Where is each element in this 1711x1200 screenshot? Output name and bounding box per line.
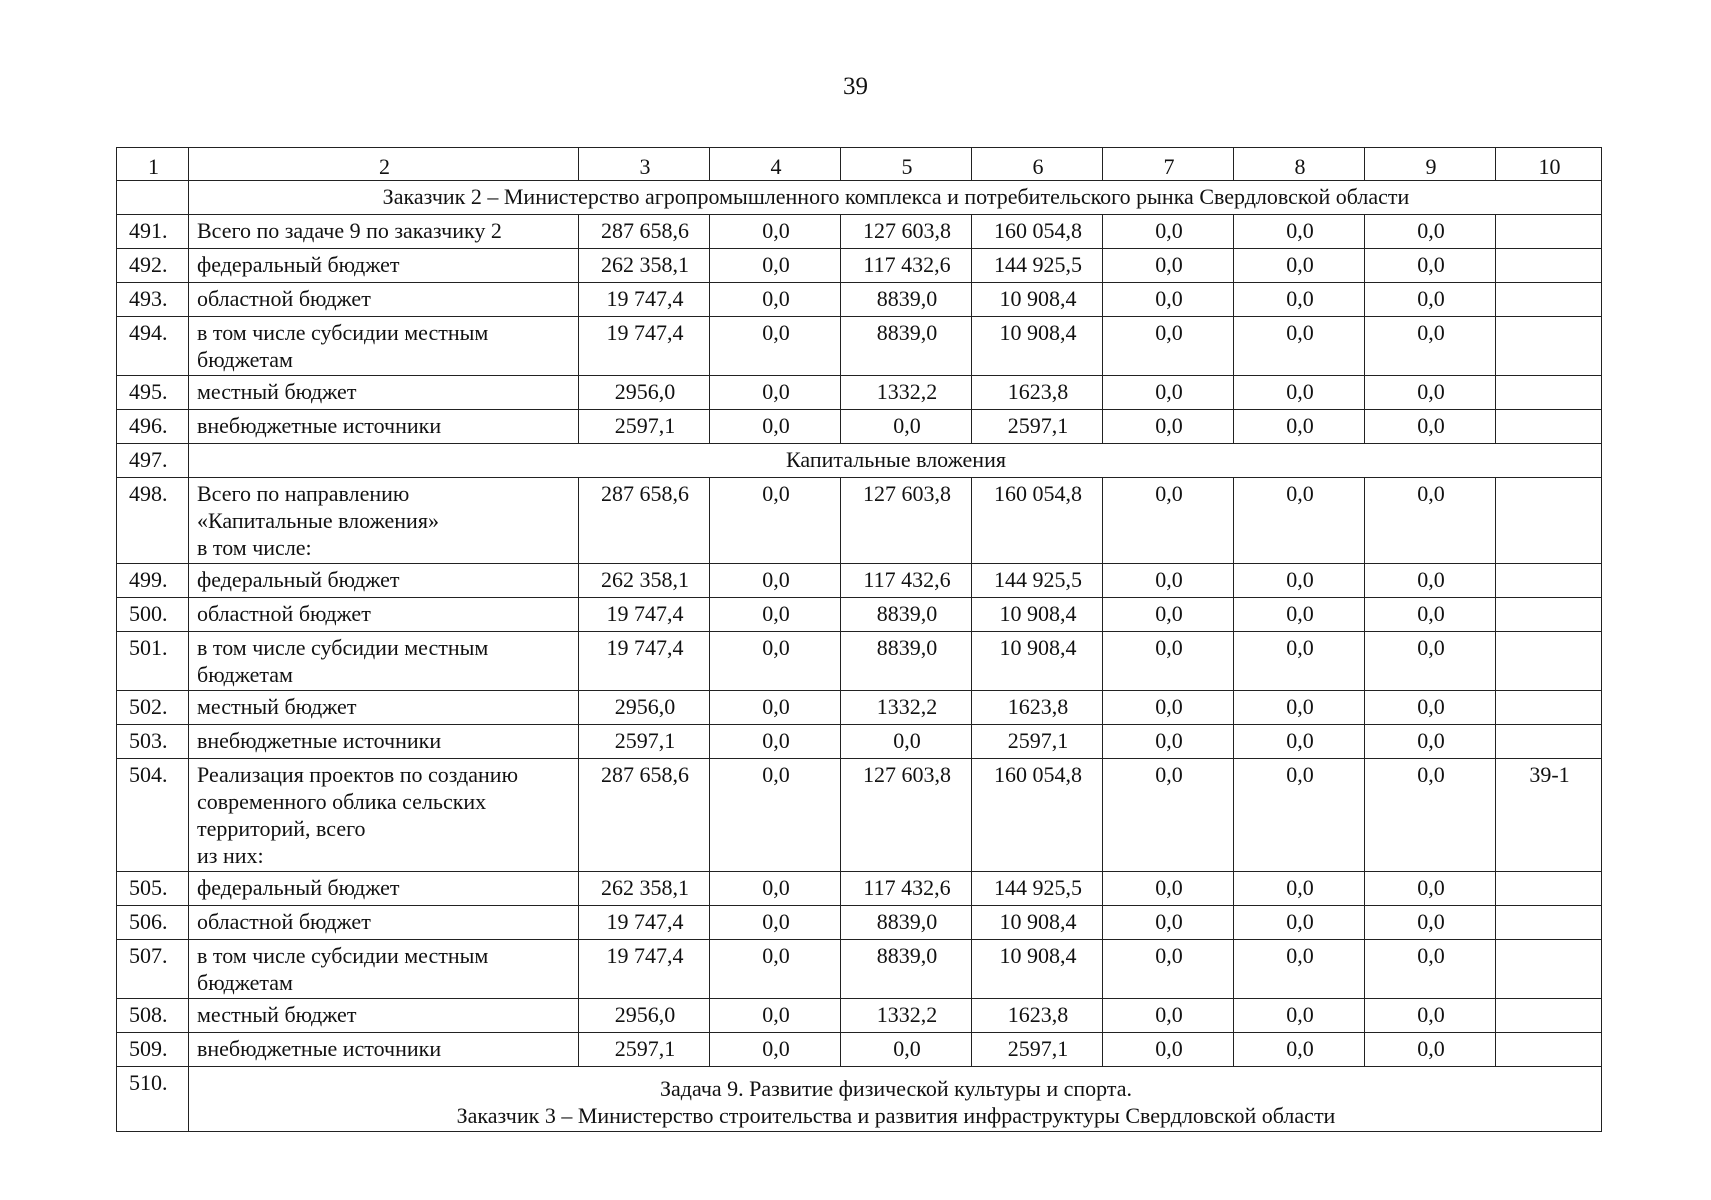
- row-name: внебюджетные источники: [189, 410, 579, 444]
- value-cell-c6: 144 925,5: [972, 249, 1103, 283]
- table-row: [117, 940, 1602, 999]
- row-name-line: современного облика сельских: [197, 789, 487, 814]
- value-cell-c4: 0,0: [710, 410, 841, 444]
- value-cell-c8: 0,0: [1234, 478, 1365, 564]
- value-cell-c4: 0,0: [710, 632, 841, 691]
- section-row-customer: [117, 181, 1602, 215]
- value-cell-c3: 19 747,4: [579, 906, 710, 940]
- row-name-line: в том числе:: [197, 535, 312, 560]
- value-cell-c7: 0,0: [1103, 410, 1234, 444]
- value-cell-c5: 127 603,8: [841, 215, 972, 249]
- row-name: в том числе субсидии местным бюджетам: [189, 317, 579, 376]
- row-name: [189, 478, 579, 564]
- header-cell: 5: [841, 148, 972, 181]
- value-cell-c7: 0,0: [1103, 283, 1234, 317]
- row-number: 501.: [117, 632, 189, 691]
- table-row: [117, 376, 1602, 410]
- value-cell-c9: 0,0: [1365, 215, 1496, 249]
- task-title-line2: Заказчик 3 – Министерство строительства и развития инфраструктуры Свердловской области: [456, 1103, 1336, 1128]
- row-number: 505.: [117, 872, 189, 906]
- row-name-line: Реализация проектов по созданию: [197, 762, 518, 787]
- value-cell-c3: 287 658,6: [579, 478, 710, 564]
- row-name: федеральный бюджет: [189, 564, 579, 598]
- value-cell-c5: 1332,2: [841, 691, 972, 725]
- value-cell-c4: 0,0: [710, 478, 841, 564]
- value-cell-c7: 0,0: [1103, 564, 1234, 598]
- value-cell-c5: 117 432,6: [841, 872, 972, 906]
- row-name-line: «Капитальные вложения»: [197, 508, 439, 533]
- table-row: [117, 478, 1602, 564]
- value-cell-c3: 19 747,4: [579, 632, 710, 691]
- value-cell-c3: 19 747,4: [579, 283, 710, 317]
- value-cell-c5: 127 603,8: [841, 759, 972, 872]
- value-cell-c4: 0,0: [710, 872, 841, 906]
- value-cell-c3: 262 358,1: [579, 872, 710, 906]
- row-name-line: из них:: [197, 843, 264, 868]
- value-cell-c10: [1496, 215, 1602, 249]
- row-number: 503.: [117, 725, 189, 759]
- row-number: 498.: [117, 478, 189, 564]
- value-cell-c7: 0,0: [1103, 215, 1234, 249]
- value-cell-c9: 0,0: [1365, 598, 1496, 632]
- value-cell-c8: 0,0: [1234, 215, 1365, 249]
- value-cell-c4: 0,0: [710, 759, 841, 872]
- value-cell-c3: 2597,1: [579, 1033, 710, 1067]
- value-cell-c6: 1623,8: [972, 376, 1103, 410]
- value-cell-c10: [1496, 478, 1602, 564]
- value-cell-c4: 0,0: [710, 376, 841, 410]
- value-cell-c3: 19 747,4: [579, 940, 710, 999]
- value-cell-c3: 262 358,1: [579, 249, 710, 283]
- value-cell-c7: 0,0: [1103, 317, 1234, 376]
- value-cell-c7: 0,0: [1103, 725, 1234, 759]
- value-cell-c7: 0,0: [1103, 249, 1234, 283]
- value-cell-c5: 0,0: [841, 410, 972, 444]
- header-cell: 9: [1365, 148, 1496, 181]
- value-cell-c4: 0,0: [710, 691, 841, 725]
- header-cell: 1: [117, 148, 189, 181]
- value-cell-c9: 0,0: [1365, 999, 1496, 1033]
- value-cell-c6: 2597,1: [972, 1033, 1103, 1067]
- value-cell-c7: 0,0: [1103, 478, 1234, 564]
- value-cell-c4: 0,0: [710, 999, 841, 1033]
- table-row: [117, 725, 1602, 759]
- value-cell-c8: 0,0: [1234, 410, 1365, 444]
- value-cell-c3: 287 658,6: [579, 759, 710, 872]
- table-row: [117, 598, 1602, 632]
- value-cell-c5: 8839,0: [841, 283, 972, 317]
- value-cell-c8: 0,0: [1234, 564, 1365, 598]
- value-cell-c9: 0,0: [1365, 940, 1496, 999]
- header-cell: 6: [972, 148, 1103, 181]
- row-name: [189, 759, 579, 872]
- value-cell-c9: 0,0: [1365, 564, 1496, 598]
- value-cell-c6: 10 908,4: [972, 940, 1103, 999]
- value-cell-c3: 19 747,4: [579, 598, 710, 632]
- value-cell-c5: 1332,2: [841, 376, 972, 410]
- row-name: внебюджетные источники: [189, 725, 579, 759]
- value-cell-c5: 8839,0: [841, 940, 972, 999]
- row-number: 509.: [117, 1033, 189, 1067]
- value-cell-c6: 10 908,4: [972, 632, 1103, 691]
- value-cell-c5: 117 432,6: [841, 564, 972, 598]
- value-cell-c9: 0,0: [1365, 725, 1496, 759]
- row-number: 508.: [117, 999, 189, 1033]
- value-cell-c3: 2597,1: [579, 725, 710, 759]
- row-number: 506.: [117, 906, 189, 940]
- value-cell-c9: 0,0: [1365, 249, 1496, 283]
- table-row: [117, 999, 1602, 1033]
- row-name: местный бюджет: [189, 999, 579, 1033]
- rows-group-a: [117, 215, 1602, 444]
- value-cell-c4: 0,0: [710, 940, 841, 999]
- rows-group-b: [117, 478, 1602, 1067]
- value-cell-c6: 160 054,8: [972, 215, 1103, 249]
- row-number: 499.: [117, 564, 189, 598]
- value-cell-c7: 0,0: [1103, 759, 1234, 872]
- value-cell-c8: 0,0: [1234, 598, 1365, 632]
- table-row: [117, 317, 1602, 376]
- section-title-task: [189, 1067, 1602, 1132]
- value-cell-c10: [1496, 564, 1602, 598]
- value-cell-c3: 2597,1: [579, 410, 710, 444]
- value-cell-c10: [1496, 725, 1602, 759]
- value-cell-c8: 0,0: [1234, 632, 1365, 691]
- value-cell-c7: 0,0: [1103, 376, 1234, 410]
- table-row: [117, 691, 1602, 725]
- value-cell-c9: 0,0: [1365, 478, 1496, 564]
- value-cell-c10: [1496, 249, 1602, 283]
- header-cell: 2: [189, 148, 579, 181]
- value-cell-c7: 0,0: [1103, 906, 1234, 940]
- value-cell-c9: 0,0: [1365, 872, 1496, 906]
- row-number: 493.: [117, 283, 189, 317]
- value-cell-c5: 1332,2: [841, 999, 972, 1033]
- value-cell-c3: 2956,0: [579, 376, 710, 410]
- value-cell-c7: 0,0: [1103, 632, 1234, 691]
- value-cell-c3: 2956,0: [579, 691, 710, 725]
- value-cell-c8: 0,0: [1234, 691, 1365, 725]
- value-cell-c10: [1496, 940, 1602, 999]
- table-row: [117, 249, 1602, 283]
- value-cell-c10: [1496, 1033, 1602, 1067]
- value-cell-c7: 0,0: [1103, 940, 1234, 999]
- row-number: 495.: [117, 376, 189, 410]
- value-cell-c9: 0,0: [1365, 759, 1496, 872]
- value-cell-c5: 0,0: [841, 725, 972, 759]
- value-cell-c10: [1496, 376, 1602, 410]
- value-cell-c8: 0,0: [1234, 249, 1365, 283]
- value-cell-c9: 0,0: [1365, 632, 1496, 691]
- value-cell-c4: 0,0: [710, 283, 841, 317]
- value-cell-c3: 19 747,4: [579, 317, 710, 376]
- value-cell-c6: 160 054,8: [972, 759, 1103, 872]
- row-number: 491.: [117, 215, 189, 249]
- value-cell-c3: 2956,0: [579, 999, 710, 1033]
- header-row: [117, 148, 1602, 181]
- value-cell-c4: 0,0: [710, 598, 841, 632]
- table-row: [117, 215, 1602, 249]
- value-cell-c6: 10 908,4: [972, 283, 1103, 317]
- value-cell-c4: 0,0: [710, 249, 841, 283]
- table-row: [117, 564, 1602, 598]
- row-number: 492.: [117, 249, 189, 283]
- value-cell-c6: 10 908,4: [972, 598, 1103, 632]
- row-number: 502.: [117, 691, 189, 725]
- value-cell-c6: 10 908,4: [972, 317, 1103, 376]
- value-cell-c5: 0,0: [841, 1033, 972, 1067]
- value-cell-c10: [1496, 906, 1602, 940]
- row-number: 496.: [117, 410, 189, 444]
- value-cell-c5: 8839,0: [841, 317, 972, 376]
- table-row: [117, 872, 1602, 906]
- value-cell-c8: 0,0: [1234, 1033, 1365, 1067]
- value-cell-c8: 0,0: [1234, 283, 1365, 317]
- value-cell-c7: 0,0: [1103, 999, 1234, 1033]
- row-number: 504.: [117, 759, 189, 872]
- value-cell-c7: 0,0: [1103, 1033, 1234, 1067]
- value-cell-c8: 0,0: [1234, 376, 1365, 410]
- row-name: внебюджетные источники: [189, 1033, 579, 1067]
- value-cell-c5: 8839,0: [841, 906, 972, 940]
- value-cell-c4: 0,0: [710, 317, 841, 376]
- value-cell-c8: 0,0: [1234, 940, 1365, 999]
- value-cell-c8: 0,0: [1234, 872, 1365, 906]
- value-cell-c5: 117 432,6: [841, 249, 972, 283]
- budget-table: [116, 147, 1602, 1132]
- row-number: 510.: [117, 1067, 189, 1132]
- value-cell-c5: 8839,0: [841, 632, 972, 691]
- task-title-line1: Задача 9. Развитие физической культуры и спорта.: [659, 1076, 1133, 1101]
- row-name: областной бюджет: [189, 906, 579, 940]
- section-row-capital: [117, 444, 1602, 478]
- value-cell-c6: 10 908,4: [972, 906, 1103, 940]
- row-name: в том числе субсидии местным бюджетам: [189, 940, 579, 999]
- value-cell-c9: 0,0: [1365, 1033, 1496, 1067]
- value-cell-c10: [1496, 598, 1602, 632]
- row-name-line: Всего по направлению: [197, 481, 410, 506]
- value-cell-c4: 0,0: [710, 725, 841, 759]
- value-cell-c6: 144 925,5: [972, 564, 1103, 598]
- header-cell: 3: [579, 148, 710, 181]
- value-cell-c4: 0,0: [710, 1033, 841, 1067]
- value-cell-c6: 144 925,5: [972, 872, 1103, 906]
- value-cell-c6: 2597,1: [972, 725, 1103, 759]
- value-cell-c6: 1623,8: [972, 999, 1103, 1033]
- row-name: местный бюджет: [189, 376, 579, 410]
- header-cell: 4: [710, 148, 841, 181]
- value-cell-c7: 0,0: [1103, 598, 1234, 632]
- value-cell-c3: 262 358,1: [579, 564, 710, 598]
- row-name: федеральный бюджет: [189, 249, 579, 283]
- value-cell-c9: 0,0: [1365, 906, 1496, 940]
- value-cell-c9: 0,0: [1365, 317, 1496, 376]
- row-name: Всего по задаче 9 по заказчику 2: [189, 215, 579, 249]
- header-cell: 10: [1496, 148, 1602, 181]
- value-cell-c4: 0,0: [710, 564, 841, 598]
- table-row: [117, 1033, 1602, 1067]
- header-cell: 8: [1234, 148, 1365, 181]
- value-cell-c10: [1496, 283, 1602, 317]
- value-cell-c4: 0,0: [710, 215, 841, 249]
- value-cell-c7: 0,0: [1103, 872, 1234, 906]
- value-cell-c5: 8839,0: [841, 598, 972, 632]
- table-row: [117, 906, 1602, 940]
- value-cell-c8: 0,0: [1234, 999, 1365, 1033]
- row-name: федеральный бюджет: [189, 872, 579, 906]
- row-number: 497.: [117, 444, 189, 478]
- value-cell-c8: 0,0: [1234, 906, 1365, 940]
- value-cell-c9: 0,0: [1365, 691, 1496, 725]
- value-cell-c10: [1496, 632, 1602, 691]
- value-cell-c6: 1623,8: [972, 691, 1103, 725]
- value-cell-c9: 0,0: [1365, 283, 1496, 317]
- value-cell-c10: [1496, 872, 1602, 906]
- value-cell-c8: 0,0: [1234, 759, 1365, 872]
- table-row: [117, 283, 1602, 317]
- value-cell-c10: [1496, 999, 1602, 1033]
- row-name: местный бюджет: [189, 691, 579, 725]
- value-cell-c5: 127 603,8: [841, 478, 972, 564]
- row-name: областной бюджет: [189, 283, 579, 317]
- row-number: 500.: [117, 598, 189, 632]
- value-cell-c10: 39-1: [1496, 759, 1602, 872]
- row-name: в том числе субсидии местным бюджетам: [189, 632, 579, 691]
- row-number: 494.: [117, 317, 189, 376]
- value-cell-c10: [1496, 317, 1602, 376]
- value-cell-c8: 0,0: [1234, 725, 1365, 759]
- table-row: [117, 759, 1602, 872]
- table-row: [117, 410, 1602, 444]
- row-name: областной бюджет: [189, 598, 579, 632]
- section-title-capital: Капитальные вложения: [189, 444, 1602, 478]
- value-cell-c10: [1496, 410, 1602, 444]
- page-number: 39: [843, 73, 868, 100]
- section-row-task: [117, 1067, 1602, 1132]
- section-title-customer: Заказчик 2 – Министерство агропромышленного комплекса и потребительского рынка Свердловской области: [189, 181, 1602, 215]
- value-cell-c6: 160 054,8: [972, 478, 1103, 564]
- value-cell-c9: 0,0: [1365, 376, 1496, 410]
- value-cell-c8: 0,0: [1234, 317, 1365, 376]
- value-cell-c9: 0,0: [1365, 410, 1496, 444]
- value-cell-c6: 2597,1: [972, 410, 1103, 444]
- value-cell-c7: 0,0: [1103, 691, 1234, 725]
- row-number: 507.: [117, 940, 189, 999]
- value-cell-c10: [1496, 691, 1602, 725]
- value-cell-c4: 0,0: [710, 906, 841, 940]
- header-cell: 7: [1103, 148, 1234, 181]
- value-cell-c3: 287 658,6: [579, 215, 710, 249]
- table-row: [117, 632, 1602, 691]
- row-name-line: территорий, всего: [197, 816, 366, 841]
